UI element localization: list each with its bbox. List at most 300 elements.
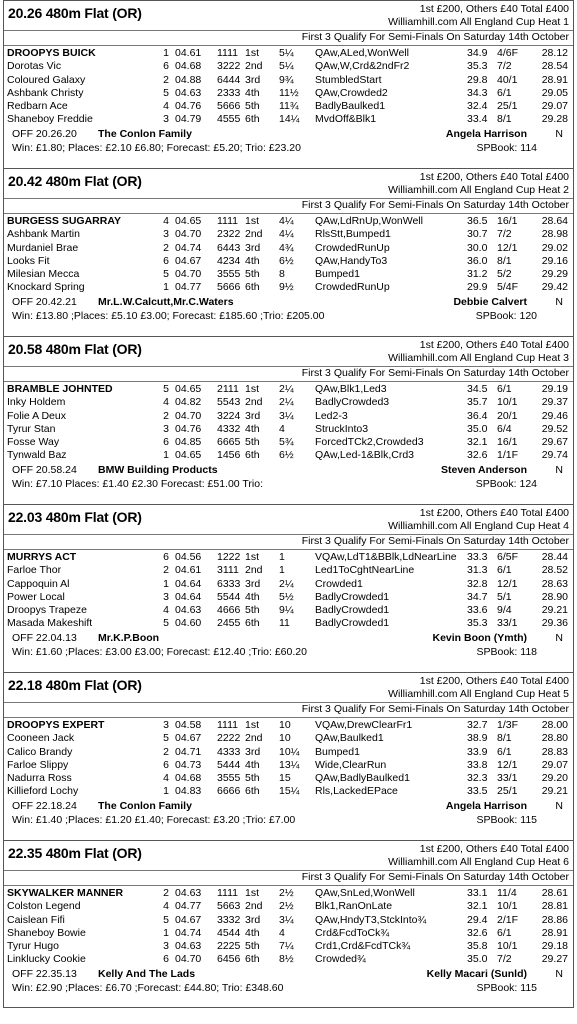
race-event: Williamhill.com All England Cup Heat 1: [388, 16, 569, 28]
dividends: Win: £2.90 ;Places: £6.70 ;Forecast: £44.80; Trio: £348.60: [12, 982, 284, 994]
running-positions: 2222: [217, 732, 241, 745]
trap-number: 1: [163, 47, 169, 59]
n-flag: N: [555, 632, 563, 644]
weight: 36.5: [467, 215, 488, 227]
sectional-time: 04.63: [175, 887, 202, 899]
weight: 35.0: [467, 953, 488, 966]
trap-number: 5: [163, 732, 169, 745]
running-positions: 2111: [217, 383, 239, 395]
distance-beaten: 9¼: [279, 604, 294, 617]
runner-name: Colston Legend: [7, 900, 81, 913]
sp-book: SPBook: 118: [476, 646, 537, 658]
runner-name: BRAMBLE JOHNTED: [7, 383, 113, 395]
distance-beaten: 13¼: [279, 758, 300, 771]
starting-price: 9/4: [497, 604, 512, 617]
weight: 34.9: [467, 47, 488, 59]
running-positions: 4332: [217, 422, 241, 435]
finish-time: 29.20: [541, 772, 568, 785]
race-qualify-note: First 3 Qualify For Semi-Finals On Saturday 14th October: [301, 535, 569, 547]
divider: [4, 381, 573, 382]
divider: [4, 45, 573, 46]
starting-price: 12/1: [497, 758, 518, 771]
finish-place: 1st: [245, 383, 260, 395]
owner: Kelly And The Lads: [98, 968, 196, 980]
runner-name: Power Local: [7, 590, 65, 603]
trap-number: 4: [163, 772, 169, 785]
sectional-time: 04.70: [175, 409, 202, 422]
finish-time: 28.63: [541, 577, 568, 590]
weight: 32.6: [467, 449, 488, 462]
runner-row: [7, 564, 570, 577]
off-time: OFF 20.58.24: [12, 464, 77, 476]
weight: 31.3: [467, 564, 488, 577]
weight: 33.5: [467, 785, 488, 798]
runner-row: [7, 60, 570, 73]
runner-name: Tyrur Hugo: [7, 940, 59, 953]
finish-place: 3rd: [245, 241, 261, 254]
distance-beaten: 2½: [279, 900, 294, 913]
finish-place: 2nd: [245, 900, 263, 913]
race-card: [3, 168, 574, 336]
weight: 32.4: [467, 100, 488, 113]
finish-time: 28.00: [541, 719, 568, 731]
finish-time: 28.81: [541, 900, 568, 913]
weight: 33.3: [467, 551, 488, 563]
runner-row: [7, 74, 570, 87]
divider: [4, 30, 573, 31]
distance-beaten: 8½: [279, 953, 294, 966]
race-card: [3, 840, 574, 1008]
runner-row: [7, 242, 570, 255]
race-remarks: Led2-3: [315, 409, 348, 422]
n-flag: N: [555, 968, 563, 980]
runner-name: Cooneen Jack: [7, 732, 75, 745]
running-positions: 3555: [217, 772, 241, 785]
starting-price: 8/1: [497, 113, 512, 126]
finish-time: 29.46: [541, 409, 568, 422]
distance-beaten: 4: [279, 422, 285, 435]
runners-list: [7, 719, 570, 799]
dividends: Win: £1.80; Places: £2.10 £6.80; Forecast: £5.20; Trio: £23.20: [12, 142, 301, 154]
running-positions: 1111: [217, 215, 239, 227]
finish-time: 28.52: [541, 564, 568, 577]
starting-price: 25/1: [497, 785, 518, 798]
race-event: Williamhill.com All England Cup Heat 4: [388, 520, 569, 532]
sectional-time: 04.65: [175, 215, 202, 227]
weight: 29.9: [467, 281, 488, 294]
race-remarks: QAw,Baulked1: [315, 732, 384, 745]
weight: 33.6: [467, 604, 488, 617]
race-remarks: QAw,ALed,WonWell: [315, 47, 409, 59]
race-remarks: BadlyCrowded3: [315, 396, 390, 409]
race-qualify-note: First 3 Qualify For Semi-Finals On Saturday 14th October: [301, 199, 569, 211]
finish-time: 28.64: [541, 215, 568, 227]
runner-row: [7, 281, 570, 294]
sectional-time: 04.76: [175, 100, 202, 113]
finish-place: 2nd: [245, 732, 263, 745]
runner-row: [7, 759, 570, 772]
starting-price: 16/1: [497, 215, 518, 227]
running-positions: 4555: [217, 113, 241, 126]
runner-row: [7, 732, 570, 745]
sectional-time: 04.60: [175, 617, 202, 630]
runner-row: [7, 772, 570, 785]
weight: 35.3: [467, 60, 488, 73]
race-remarks: QAw,BadlyBaulked1: [315, 772, 410, 785]
finish-time: 29.37: [541, 396, 568, 409]
distance-beaten: 9¾: [279, 73, 294, 86]
running-positions: 5544: [217, 590, 241, 603]
race-remarks: QAw,Crowded2: [315, 86, 388, 99]
finish-place: 1st: [245, 47, 260, 59]
finish-time: 29.19: [541, 383, 568, 395]
race-qualify-note: First 3 Qualify For Semi-Finals On Saturday 14th October: [301, 367, 569, 379]
weight: 30.0: [467, 241, 488, 254]
race-remarks: Crd&FcdToCk¾: [315, 926, 390, 939]
sectional-time: 04.76: [175, 422, 202, 435]
finish-place: 2nd: [245, 564, 263, 577]
running-positions: 6456: [217, 953, 241, 966]
sectional-time: 04.82: [175, 396, 202, 409]
runner-name: Knockard Spring: [7, 281, 85, 294]
sp-book: SPBook: 115: [476, 982, 537, 994]
race-prize: 1st £200, Others £40 Total £400: [419, 171, 569, 183]
distance-beaten: 4¼: [279, 228, 294, 241]
finish-time: 29.52: [541, 422, 568, 435]
runner-name: Nadurra Ross: [7, 772, 72, 785]
finish-place: 6th: [245, 113, 260, 126]
running-positions: 5663: [217, 900, 241, 913]
starting-price: 6/1: [497, 564, 512, 577]
distance-beaten: 9½: [279, 281, 294, 294]
running-positions: 1111: [217, 887, 239, 899]
runner-name: Linklucky Cookie: [7, 953, 86, 966]
finish-time: 29.16: [541, 254, 568, 267]
runner-row: [7, 383, 570, 396]
finish-place: 1st: [245, 887, 260, 899]
finish-place: 3rd: [245, 409, 261, 422]
runner-name: Murdaniel Brae: [7, 241, 79, 254]
divider: [4, 717, 573, 718]
finish-place: 5th: [245, 940, 260, 953]
finish-time: 29.67: [541, 436, 568, 449]
distance-beaten: 5¼: [279, 47, 294, 59]
runners-list: [7, 47, 570, 127]
distance-beaten: 7¼: [279, 940, 294, 953]
dividends: Win: £13.80 ;Places: £5.10 £3.00; Forecast: £185.60 ;Trio: £205.00: [12, 310, 325, 322]
distance-beaten: 15: [279, 772, 291, 785]
finish-time: 29.29: [541, 268, 568, 281]
divider: [4, 549, 573, 550]
dividends: Win: £1.40 ;Places: £1.20 £1.40; Forecast: £3.20 ;Trio: £7.00: [12, 814, 296, 826]
running-positions: 2333: [217, 86, 241, 99]
running-positions: 3222: [217, 60, 241, 73]
starting-price: 12/1: [497, 577, 518, 590]
trap-number: 4: [163, 215, 169, 227]
race-event: Williamhill.com All England Cup Heat 6: [388, 856, 569, 868]
race-remarks: Bumped1: [315, 268, 360, 281]
trap-number: 2: [163, 241, 169, 254]
race-remarks: VQAw,LdT1&BBlk,LdNearLine: [315, 551, 457, 563]
trap-number: 2: [163, 564, 169, 577]
finish-place: 5th: [245, 436, 260, 449]
trap-number: 3: [163, 422, 169, 435]
sectional-time: 04.70: [175, 953, 202, 966]
running-positions: 6333: [217, 577, 241, 590]
sectional-time: 04.63: [175, 604, 202, 617]
sectional-time: 04.67: [175, 913, 202, 926]
distance-beaten: 1: [279, 564, 285, 577]
runner-name: Shaneboy Freddie: [7, 113, 93, 126]
runner-row: [7, 900, 570, 913]
race-card: [3, 504, 574, 672]
race-card: [3, 336, 574, 504]
trap-number: 5: [163, 617, 169, 630]
distance-beaten: 1: [279, 551, 285, 563]
weight: 33.9: [467, 745, 488, 758]
race-title: 20.42 480m Flat (OR): [8, 173, 142, 189]
trap-number: 5: [163, 86, 169, 99]
running-positions: 6666: [217, 785, 241, 798]
runner-name: Tynwald Baz: [7, 449, 67, 462]
starting-price: 11/4: [497, 887, 517, 899]
runner-name: Masada Makeshift: [7, 617, 93, 630]
race-remarks: BadlyBaulked1: [315, 100, 386, 113]
race-remarks: StumbledStart: [315, 73, 382, 86]
finish-time: 28.83: [541, 745, 568, 758]
running-positions: 1456: [217, 449, 241, 462]
n-flag: N: [555, 128, 563, 140]
starting-price: 6/5F: [497, 551, 519, 563]
running-positions: 2225: [217, 940, 241, 953]
runner-name: Calico Brandy: [7, 745, 73, 758]
starting-price: 7/2: [497, 228, 512, 241]
finish-place: 6th: [245, 785, 260, 798]
trap-number: 4: [163, 100, 169, 113]
trap-number: 6: [163, 60, 169, 73]
race-event: Williamhill.com All England Cup Heat 2: [388, 184, 569, 196]
runner-row: [7, 940, 570, 953]
running-positions: 6443: [217, 241, 241, 254]
trap-number: 2: [163, 409, 169, 422]
finish-place: 3rd: [245, 745, 261, 758]
weight: 33.8: [467, 758, 488, 771]
running-positions: 3111: [217, 564, 239, 577]
finish-place: 2nd: [245, 60, 263, 73]
finish-time: 29.74: [541, 449, 568, 462]
finish-time: 28.61: [541, 887, 568, 899]
race-remarks: VQAw,DrewClearFr1: [315, 719, 413, 731]
runner-name: Cappoquin Al: [7, 577, 70, 590]
starting-price: 33/1: [497, 772, 518, 785]
runner-name: Inky Holdem: [7, 396, 66, 409]
distance-beaten: 11¾: [279, 100, 299, 113]
race-card: [3, 672, 574, 840]
finish-time: 28.86: [541, 913, 568, 926]
runner-row: [7, 914, 570, 927]
runner-name: Ashbank Martin: [7, 228, 80, 241]
distance-beaten: 3¼: [279, 409, 294, 422]
finish-place: 3rd: [245, 73, 261, 86]
distance-beaten: 6½: [279, 254, 294, 267]
starting-price: 6/1: [497, 926, 512, 939]
distance-beaten: 6½: [279, 449, 294, 462]
trap-number: 4: [163, 396, 169, 409]
trap-number: 2: [163, 887, 169, 899]
finish-place: 1st: [245, 215, 260, 227]
race-remarks: ForcedTCk2,Crowded3: [315, 436, 424, 449]
race-card: [3, 0, 574, 168]
sectional-time: 04.71: [175, 745, 202, 758]
runner-row: [7, 410, 570, 423]
runner-row: [7, 255, 570, 268]
trap-number: 6: [163, 953, 169, 966]
starting-price: 1/1F: [497, 449, 519, 462]
distance-beaten: 2½: [279, 887, 294, 899]
weight: 35.0: [467, 422, 488, 435]
finish-place: 3rd: [245, 577, 261, 590]
running-positions: 6665: [217, 436, 241, 449]
starting-price: 25/1: [497, 100, 518, 113]
starting-price: 4/6F: [497, 47, 519, 59]
finish-place: 5th: [245, 604, 260, 617]
race-returns: [12, 142, 567, 154]
n-flag: N: [555, 800, 563, 812]
runner-row: [7, 746, 570, 759]
trap-number: 3: [163, 590, 169, 603]
finish-place: 4th: [245, 926, 260, 939]
race-prize: 1st £200, Others £40 Total £400: [419, 3, 569, 15]
runner-row: [7, 215, 570, 228]
sectional-time: 04.56: [175, 551, 202, 563]
runner-row: [7, 785, 570, 798]
runner-row: [7, 100, 570, 113]
running-positions: 4666: [217, 604, 241, 617]
runners-list: [7, 551, 570, 631]
finish-time: 29.21: [541, 604, 568, 617]
runner-row: [7, 47, 570, 60]
race-remarks: BadlyCrowded1: [315, 604, 390, 617]
distance-beaten: 2¼: [279, 577, 294, 590]
sectional-time: 04.77: [175, 900, 202, 913]
race-remarks: StruckInto3: [315, 422, 369, 435]
running-positions: 5666: [217, 100, 241, 113]
race-remarks: Crd1,Crd&FcdTCk¾: [315, 940, 411, 953]
starting-price: 5/1: [497, 590, 512, 603]
race-prize: 1st £200, Others £40 Total £400: [419, 843, 569, 855]
starting-price: 6/1: [497, 745, 512, 758]
race-returns: [12, 814, 567, 826]
runners-list: [7, 383, 570, 463]
weight: 32.6: [467, 926, 488, 939]
race-remarks: QAw,LdRnUp,WonWell: [315, 215, 423, 227]
sectional-time: 04.58: [175, 719, 202, 731]
weight: 33.4: [467, 113, 488, 126]
weight: 35.3: [467, 617, 488, 630]
runner-row: [7, 423, 570, 436]
runner-name: Caislean Fifi: [7, 913, 65, 926]
distance-beaten: 5¼: [279, 60, 294, 73]
finish-place: 6th: [245, 281, 260, 294]
weight: 32.7: [467, 719, 488, 731]
divider: [4, 885, 573, 886]
race-remarks: QAw,W,Crd&2ndFr2: [315, 60, 410, 73]
distance-beaten: 11: [279, 617, 290, 630]
runner-row: [7, 591, 570, 604]
trainer: Kevin Boon (Ymth): [432, 632, 527, 644]
distance-beaten: 8: [279, 268, 285, 281]
runner-row: [7, 449, 570, 462]
sectional-time: 04.83: [175, 785, 202, 798]
race-prize: 1st £200, Others £40 Total £400: [419, 507, 569, 519]
runner-name: SKYWALKER MANNER: [7, 887, 124, 899]
race-remarks: QAw,Blk1,Led3: [315, 383, 387, 395]
race-title: 22.18 480m Flat (OR): [8, 677, 142, 693]
trap-number: 6: [163, 758, 169, 771]
trap-number: 3: [163, 719, 169, 731]
starting-price: 7/2: [497, 953, 512, 966]
starting-price: 40/1: [497, 73, 518, 86]
trap-number: 3: [163, 113, 169, 126]
sectional-time: 04.68: [175, 60, 202, 73]
owner: Mr.L.W.Calcutt,Mr.C.Waters: [98, 296, 234, 308]
runner-row: [7, 396, 570, 409]
running-positions: 2322: [217, 228, 241, 241]
sectional-time: 04.79: [175, 113, 202, 126]
sectional-time: 04.61: [175, 47, 202, 59]
sectional-time: 04.65: [175, 449, 202, 462]
sectional-time: 04.70: [175, 268, 202, 281]
starting-price: 6/4: [497, 422, 512, 435]
race-title: 22.35 480m Flat (OR): [8, 845, 142, 861]
finish-place: 4th: [245, 422, 260, 435]
running-positions: 4234: [217, 254, 241, 267]
trainer: Steven Anderson: [441, 464, 527, 476]
running-positions: 1111: [217, 47, 239, 59]
trap-number: 1: [163, 449, 169, 462]
divider: [4, 870, 573, 871]
starting-price: 7/2: [497, 60, 512, 73]
finish-time: 29.28: [541, 113, 568, 126]
race-prize: 1st £200, Others £40 Total £400: [419, 675, 569, 687]
runner-row: [7, 927, 570, 940]
running-positions: 3332: [217, 913, 241, 926]
race-prize: 1st £200, Others £40 Total £400: [419, 339, 569, 351]
runner-name: Folie A Deux: [7, 409, 66, 422]
finish-time: 28.91: [541, 926, 568, 939]
finish-time: 28.91: [541, 73, 568, 86]
running-positions: 3555: [217, 268, 241, 281]
sectional-time: 04.77: [175, 281, 202, 294]
trap-number: 1: [163, 281, 169, 294]
finish-place: 1st: [245, 551, 260, 563]
distance-beaten: 5½: [279, 590, 294, 603]
weight: 29.8: [467, 73, 488, 86]
running-positions: 3224: [217, 409, 241, 422]
race-remarks: Led1ToCghtNearLine: [315, 564, 415, 577]
divider: [4, 702, 573, 703]
starting-price: 1/3F: [497, 719, 519, 731]
starting-price: 10/1: [497, 396, 518, 409]
finish-time: 29.02: [541, 241, 568, 254]
starting-price: 5/2: [497, 268, 512, 281]
distance-beaten: 14¼: [279, 113, 300, 126]
runner-row: [7, 604, 570, 617]
off-time: OFF 22.18.24: [12, 800, 77, 812]
runner-name: Coloured Galaxy: [7, 73, 86, 86]
distance-beaten: 15¼: [279, 785, 300, 798]
sectional-time: 04.65: [175, 383, 202, 395]
